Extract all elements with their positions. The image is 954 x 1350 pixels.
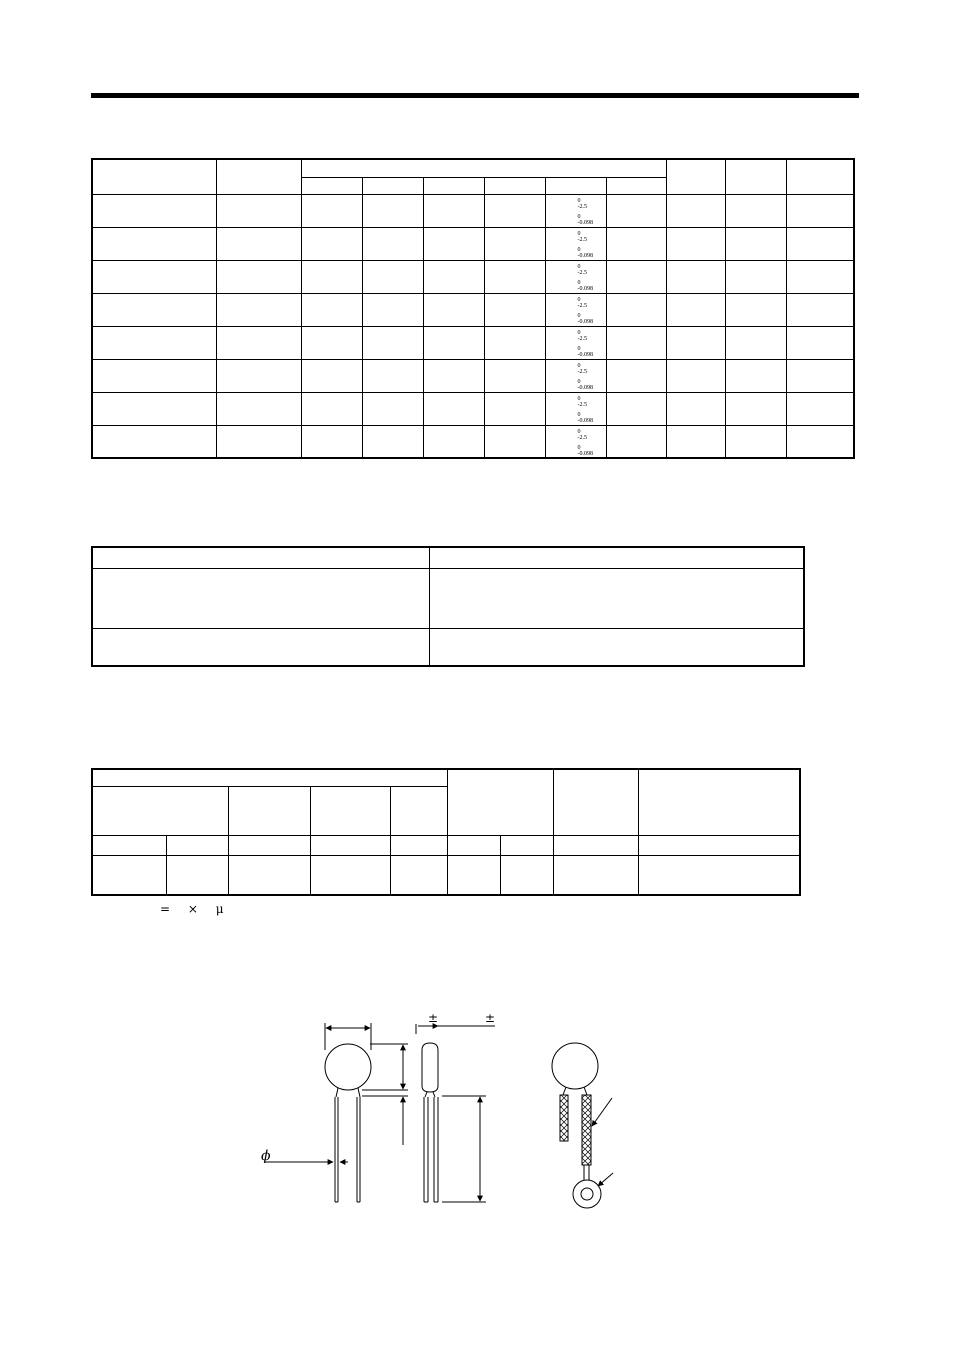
times-sign: × xyxy=(187,902,198,916)
tolerance-upper: 0 xyxy=(577,296,581,303)
tolerance-symbol: ± xyxy=(428,1011,439,1025)
tolerance-upper: 0 xyxy=(577,395,581,402)
side-view xyxy=(416,1024,495,1202)
tolerance-lower: -0.098 xyxy=(577,319,593,326)
tolerance-lower: -0.098 xyxy=(577,451,593,458)
tolerance-lower: -2.5 xyxy=(577,401,587,408)
tolerance-upper: 0 xyxy=(577,428,581,435)
tolerance-lower: -0.098 xyxy=(577,352,593,359)
mu-sign: μ xyxy=(215,902,224,916)
tolerance-upper: 0 xyxy=(577,247,581,254)
tolerance-lower: -0.098 xyxy=(577,286,593,293)
tolerance-symbol: ± xyxy=(485,1011,496,1025)
equals-sign: = xyxy=(160,902,171,916)
tolerance-lower: -2.5 xyxy=(577,236,587,243)
tolerance-upper: 0 xyxy=(577,362,581,369)
tolerance-upper: 0 xyxy=(577,445,581,452)
tolerance-lower: -2.5 xyxy=(577,368,587,375)
tolerance-lower: -2.5 xyxy=(577,203,587,210)
tolerance-lower: -2.5 xyxy=(577,434,587,441)
tolerance-lower: -2.5 xyxy=(577,302,587,309)
tolerance-upper: 0 xyxy=(577,230,581,237)
tolerance-upper: 0 xyxy=(577,214,581,221)
tolerance-upper: 0 xyxy=(577,263,581,270)
tolerance-upper: 0 xyxy=(577,280,581,287)
tolerance-upper: 0 xyxy=(577,313,581,320)
tolerance-lower: -0.098 xyxy=(577,385,593,392)
tolerance-lower: -0.098 xyxy=(577,253,593,260)
tolerance-upper: 0 xyxy=(577,329,581,336)
front-view xyxy=(265,1023,408,1202)
terminal-type-view xyxy=(552,1043,613,1208)
diameter-symbol: ϕ xyxy=(261,1148,271,1164)
tolerance-upper: 0 xyxy=(577,379,581,386)
tolerance-upper: 0 xyxy=(577,346,581,353)
tolerance-lower: -0.098 xyxy=(577,220,593,227)
tolerance-upper: 0 xyxy=(577,197,581,204)
tolerance-upper: 0 xyxy=(577,412,581,419)
tolerance-lower: -0.098 xyxy=(577,418,593,425)
tolerance-lower: -2.5 xyxy=(577,269,587,276)
tolerance-lower: -2.5 xyxy=(577,335,587,342)
